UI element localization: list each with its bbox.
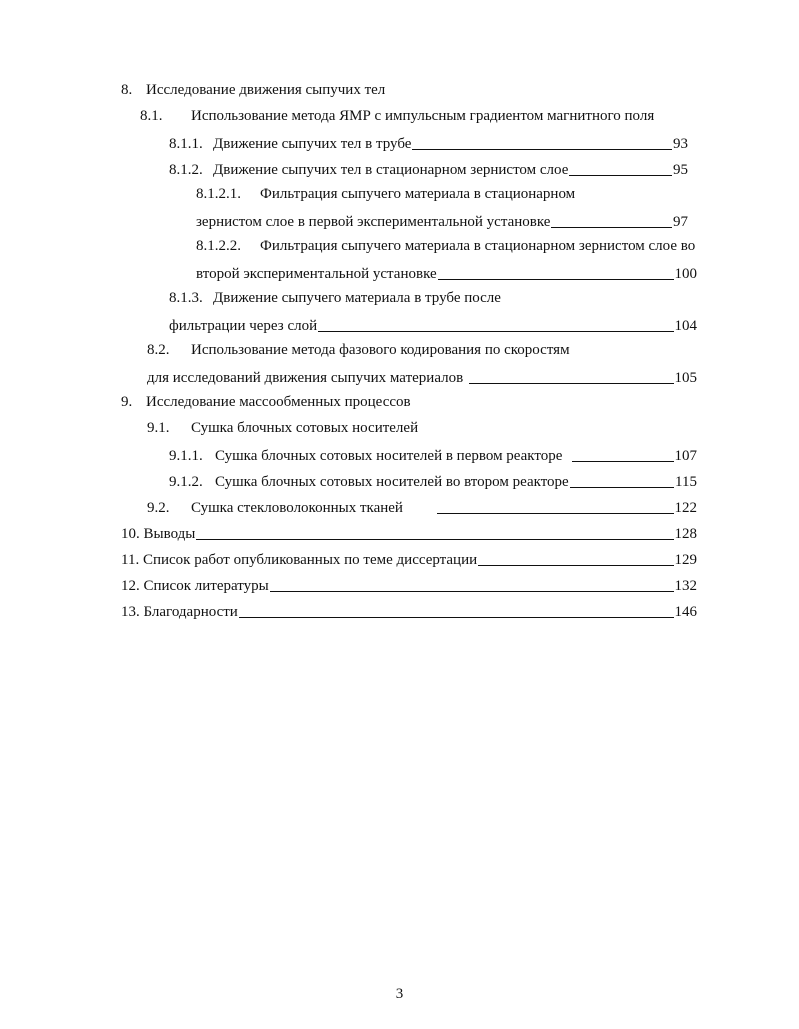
toc-entry-9 <box>121 392 681 414</box>
toc-page: 107 <box>674 448 697 464</box>
toc-entry-9-1-2 <box>169 470 697 492</box>
leader-line <box>437 513 674 514</box>
toc-title: 11. Список работ опубликованных по теме диссертации <box>121 552 478 568</box>
leader-line <box>318 331 673 332</box>
toc-entry-8-1-2-2 <box>196 236 716 258</box>
toc-entry-8-1-3 <box>169 288 689 310</box>
toc-number: 9.1.1. <box>169 448 203 464</box>
toc-page: 95 <box>673 162 688 178</box>
toc-title: 13. Благодарности <box>121 604 238 620</box>
toc-title: второй экспериментальной установке <box>196 266 437 282</box>
toc-entry-8-1-2 <box>169 158 688 180</box>
leader-line <box>438 279 674 280</box>
toc-entry-10 <box>121 522 697 544</box>
toc-entry-13 <box>121 600 697 622</box>
toc-page: 97 <box>673 214 688 230</box>
toc-number: 8.1.3. <box>169 290 203 306</box>
toc-title: Фильтрация сыпучего материала в стационарном зернистом слое во <box>260 238 696 254</box>
toc-number: 8.1.1. <box>169 136 203 152</box>
toc-page: 129 <box>674 552 697 568</box>
toc-number: 9.1. <box>147 420 170 436</box>
toc-entry-8-1-3-cont <box>169 314 697 336</box>
toc-number: 9.2. <box>147 500 170 516</box>
toc-title: фильтрации через слой <box>169 318 318 334</box>
toc-number: 8.1.2.2. <box>196 238 241 254</box>
toc-title: Движение сыпучих тел в стационарном зернистом слое <box>213 162 569 178</box>
toc-number: 8.1.2. <box>169 162 203 178</box>
toc-title: для исследований движения сыпучих материалов <box>147 370 464 386</box>
toc-title: Движение сыпучих тел в трубе <box>213 136 412 152</box>
leader-line <box>551 227 672 228</box>
toc-title: Исследование массообменных процессов <box>146 394 411 410</box>
leader-line <box>570 487 674 488</box>
toc-title: Сушка стекловолоконных тканей <box>191 500 403 516</box>
toc-number: 9. <box>121 394 133 410</box>
toc-title: Движение сыпучего материала в трубе после <box>213 290 501 306</box>
toc-page: 104 <box>674 318 697 334</box>
leader-line <box>239 617 674 618</box>
toc-number: 8.1. <box>140 108 163 124</box>
leader-line <box>412 149 672 150</box>
leader-line <box>572 461 673 462</box>
leader-line <box>569 175 672 176</box>
toc-entry-8-2-cont <box>147 366 697 388</box>
toc-page: 128 <box>674 526 697 542</box>
toc-entry-8-2 <box>147 340 687 362</box>
toc-title: 10. Выводы <box>121 526 196 542</box>
toc-page: 132 <box>674 578 697 594</box>
leader-line <box>478 565 673 566</box>
toc-title: Фильтрация сыпучего материала в стационарном <box>260 186 576 202</box>
leader-line <box>469 383 673 384</box>
toc-title: 12. Список литературы <box>121 578 269 594</box>
toc-number: 9.1.2. <box>169 474 203 490</box>
toc-entry-8-1-2-2-cont <box>196 262 697 284</box>
toc-entry-8-1-2-1-cont <box>196 210 688 232</box>
toc-title: Использование метода ЯМР с импульсным градиентом магнитного поля <box>191 108 655 124</box>
toc-entry-9-1 <box>147 418 687 440</box>
toc-title: Сушка блочных сотовых носителей во втором реакторе <box>215 474 569 490</box>
toc-entry-8 <box>121 80 681 102</box>
leader-line <box>196 539 673 540</box>
toc-number: 8.1.2.1. <box>196 186 241 202</box>
leader-line <box>270 591 674 592</box>
toc-entry-8-1 <box>140 106 700 128</box>
toc-title: Сушка блочных сотовых носителей <box>191 420 419 436</box>
toc-number: 8.2. <box>147 342 170 358</box>
toc-title: Использование метода фазового кодирования по скоростям <box>191 342 570 358</box>
toc-page: 105 <box>674 370 697 386</box>
toc-entry-9-1-1 <box>169 444 697 466</box>
toc-page: 100 <box>674 266 697 282</box>
toc-entry-8-1-1 <box>169 132 688 154</box>
toc-entry-11 <box>121 548 697 570</box>
toc-page: 122 <box>674 500 697 516</box>
toc-title: Сушка блочных сотовых носителей в первом реакторе <box>215 448 563 464</box>
toc-entry-9-2 <box>147 496 697 518</box>
toc-entry-12 <box>121 574 697 596</box>
page-number: 3 <box>395 986 404 1002</box>
toc-page: 146 <box>674 604 697 620</box>
toc-page: 115 <box>675 474 697 490</box>
toc-entry-8-1-2-1 <box>196 184 696 206</box>
toc-title: Исследование движения сыпучих тел <box>146 82 386 98</box>
toc-number: 8. <box>121 82 133 98</box>
toc-page: 93 <box>673 136 688 152</box>
toc-title: зернистом слое в первой экспериментальной установке <box>196 214 551 230</box>
